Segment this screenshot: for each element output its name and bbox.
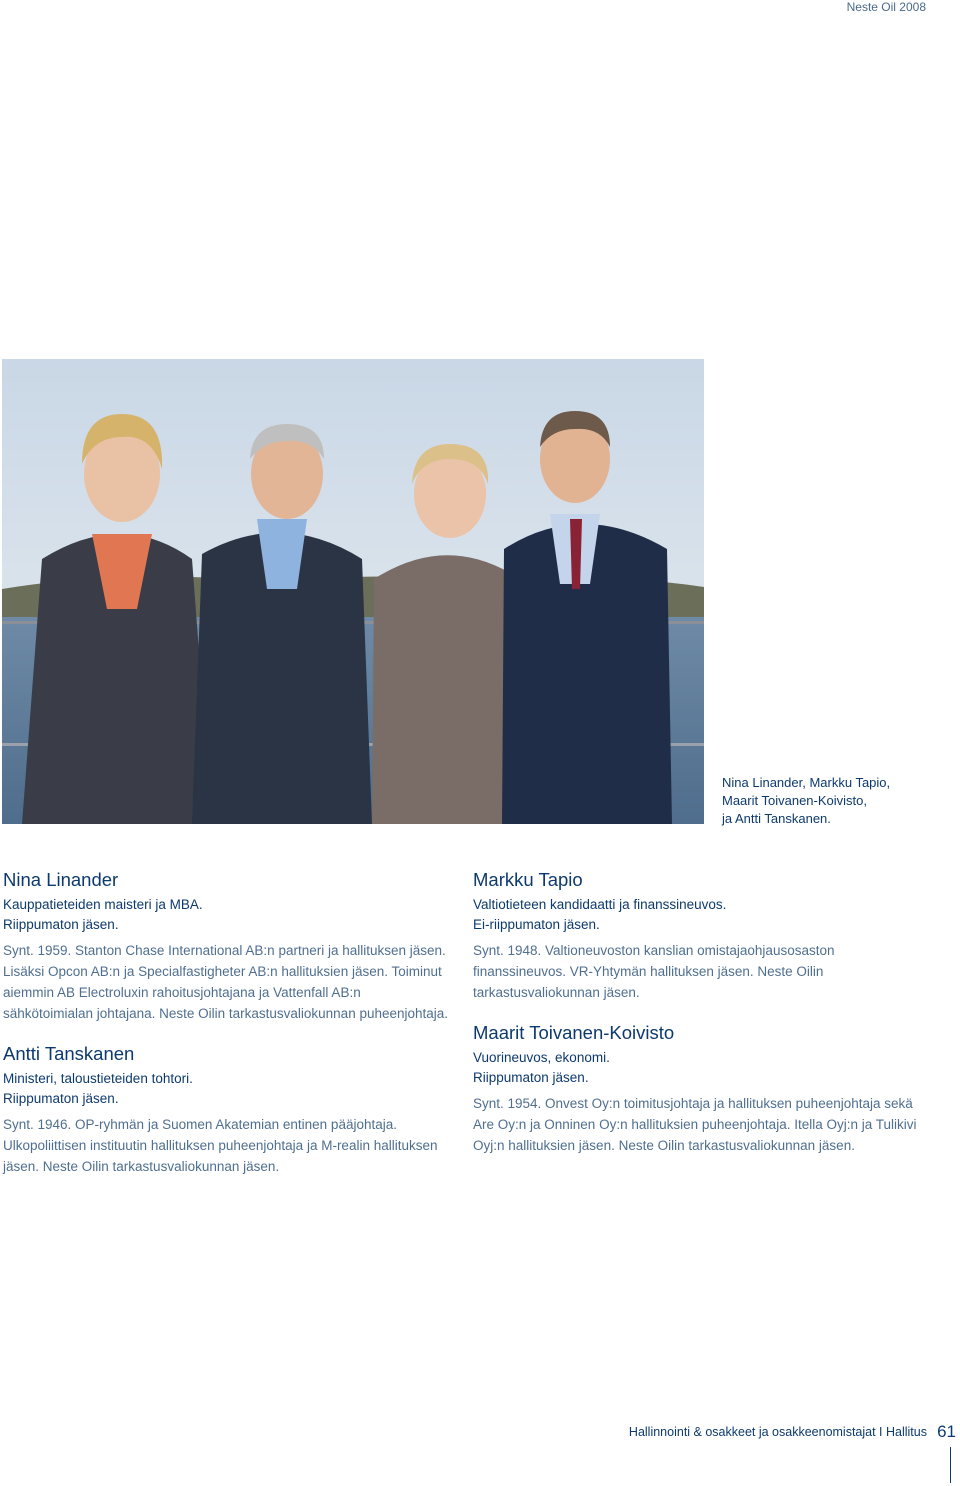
member-name: Markku Tapio: [473, 869, 583, 890]
member-status: Riippumaton jäsen.: [473, 1070, 589, 1085]
member-bio: Synt. 1959. Stanton Chase International AB:n partneri ja hallituksen jäsen. Lisäksi Opcon AB:n ja Specialfastigheter AB:n hallituksien jäsen. Toiminut aiemmin AB Electroluxin rahoitusjohtajana ja Vattenfall AB:n sähkötoimialan johtajana. Neste Oilin tarkastusvaliokunnan puheenjohtaja.: [3, 943, 449, 1021]
board-member: [3, 868, 453, 1024]
right-column: [473, 868, 923, 1174]
member-bio: Synt. 1948. Valtioneuvoston kanslian omistajaohjausosaston finanssineuvos. VR-Yhtymän hallituksen jäsen. Neste Oilin tarkastusvaliokunnan jäsen.: [473, 943, 835, 1000]
member-title: Valtiotieteen kandidaatti ja finanssineuvos.: [473, 897, 727, 912]
publication-header: Neste Oil 2008: [846, 0, 926, 14]
page-number: 61: [937, 1422, 956, 1441]
member-name: Antti Tanskanen: [3, 1043, 135, 1064]
photo-caption: Nina Linander, Markku Tapio, Maarit Toivanen-Koivisto, ja Antti Tanskanen.: [722, 775, 891, 826]
member-title: Kauppatieteiden maisteri ja MBA.: [3, 897, 203, 912]
board-member: [473, 1021, 923, 1156]
left-column: [3, 868, 453, 1195]
footer-section-label: Hallinnointi & osakkeet ja osakkeenomistajat I Hallitus: [628, 1425, 927, 1439]
member-status: Ei-riippumaton jäsen.: [473, 917, 600, 932]
member-status: Riippumaton jäsen.: [3, 1091, 119, 1106]
member-title: Ministeri, taloustieteiden tohtori.: [3, 1071, 193, 1086]
member-bio: Synt. 1954. Onvest Oy:n toimitusjohtaja ja hallituksen puheenjohtaja sekä Are Oy:n ja Onninen Oy:n hallituksien puheenjohtaja. Itella Oyj:n ja Tulikivi Oyj:n hallituksien jäsen. Neste Oilin tarkastusvaliokunnan jäsen.: [473, 1096, 917, 1153]
member-title: Vuorineuvos, ekonomi.: [473, 1050, 610, 1065]
member-status: Riippumaton jäsen.: [3, 917, 119, 932]
page-rule-divider: [950, 1447, 951, 1483]
board-member: [3, 1042, 453, 1177]
member-name: Maarit Toivanen-Koivisto: [473, 1022, 675, 1043]
member-name: Nina Linander: [3, 869, 119, 890]
group-photo-illustration: [2, 359, 704, 824]
board-members-photo: [2, 359, 704, 824]
board-member: [473, 868, 923, 1003]
member-bio: Synt. 1946. OP-ryhmän ja Suomen Akatemian entinen pääjohtaja. Ulkopoliittisen instituutin hallituksen puheenjohtaja ja M-realin hallituksen jäsen. Neste Oilin tarkastusvaliokunnan jäsen.: [3, 1117, 438, 1174]
